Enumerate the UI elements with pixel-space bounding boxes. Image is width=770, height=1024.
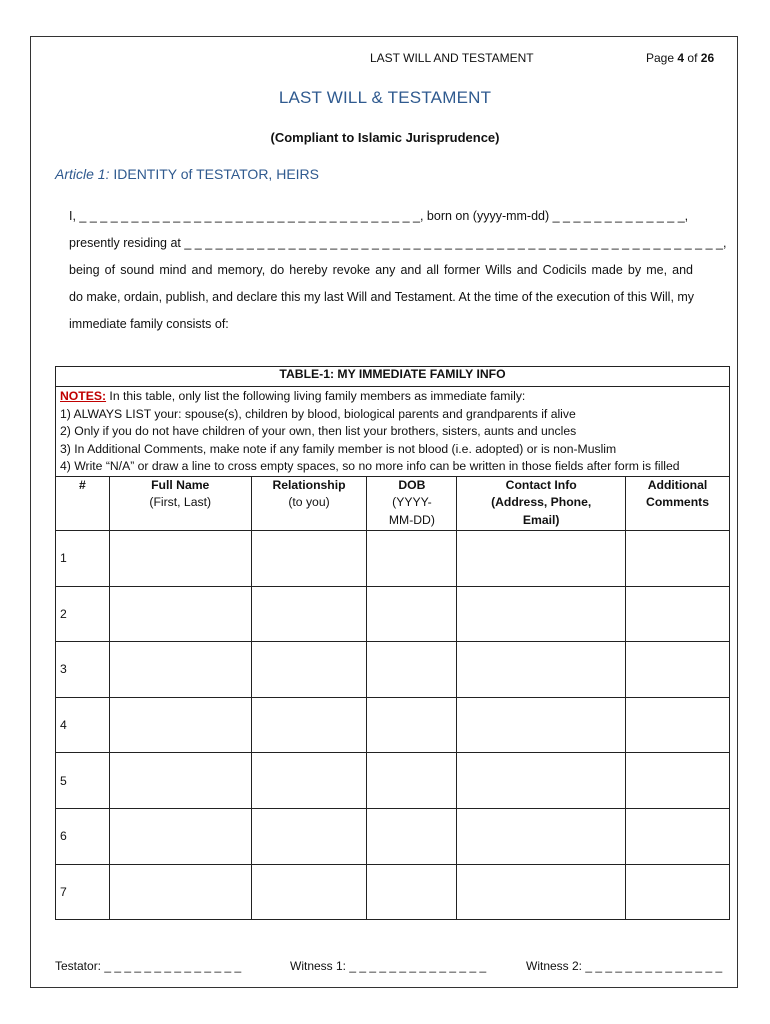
- contact-cell[interactable]: [457, 530, 626, 586]
- table-row: [56, 864, 730, 920]
- comments-cell[interactable]: [626, 530, 730, 586]
- table-row: [56, 530, 730, 586]
- relationship-cell[interactable]: [251, 586, 367, 642]
- dob-cell[interactable]: [367, 753, 457, 809]
- row-number: 1: [56, 530, 110, 586]
- table-row: [56, 586, 730, 642]
- contact-cell[interactable]: [457, 753, 626, 809]
- column-header-dob: DOB (YYYY- MM-DD): [367, 476, 457, 530]
- relationship-cell[interactable]: [251, 808, 367, 864]
- paragraph-line: do make, ordain, publish, and declare this my last Will and Testament. At the time of the execution of this Will, my: [69, 290, 695, 304]
- dob-cell[interactable]: [367, 808, 457, 864]
- comments-cell[interactable]: [626, 586, 730, 642]
- notes-intro: NOTES: In this table, only list the following living family members as immediate family:: [60, 389, 526, 403]
- column-header-full-name: Full Name (First, Last): [109, 476, 251, 530]
- comments-cell[interactable]: [626, 753, 730, 809]
- relationship-cell[interactable]: [251, 753, 367, 809]
- table-row: [56, 808, 730, 864]
- table-row: [56, 753, 730, 809]
- article-title: IDENTITY of TESTATOR, HEIRS: [113, 166, 319, 182]
- row-number: 4: [56, 697, 110, 753]
- row-number: 7: [56, 864, 110, 920]
- residence-line[interactable]: presently residing at _ _ _ _ _ _ _ _ _ _ _ _ _ _ _ _ _ _ _ _ _ _ _ _ _ _ _ _ _ _ _ _ _ _ _ _ _ _ _ _ _ _ _ _ _ _ _ _ _ _ _ _,: [69, 236, 727, 250]
- full-name-cell[interactable]: [109, 642, 251, 698]
- note-item: 2) Only if you do not have children of your own, then list your brothers, sisters, aunts and uncles: [60, 424, 577, 439]
- table-row: [56, 642, 730, 698]
- relationship-cell[interactable]: [251, 530, 367, 586]
- full-name-cell[interactable]: [109, 864, 251, 920]
- document-title: LAST WILL & TESTAMENT: [278, 88, 492, 107]
- page-total: 26: [700, 51, 715, 65]
- row-number: 2: [56, 586, 110, 642]
- witness-1-signature-line[interactable]: Witness 1: _ _ _ _ _ _ _ _ _ _ _ _ _ _: [290, 959, 487, 973]
- full-name-cell[interactable]: [109, 808, 251, 864]
- row-number: 5: [56, 753, 110, 809]
- table-row: [56, 697, 730, 753]
- table-notes: [56, 387, 730, 477]
- testator-name-line[interactable]: I, _ _ _ _ _ _ _ _ _ _ _ _ _ _ _ _ _ _ _ _ _ _ _ _ _ _ _ _ _ _ _ _ _, born on (yyyy-mm-dd) _ _ _ _ _ _ _ _ _ _ _ _ _,: [69, 209, 689, 223]
- testator-signature-line[interactable]: Testator: _ _ _ _ _ _ _ _ _ _ _ _ _ _: [55, 959, 242, 973]
- relationship-cell[interactable]: [251, 864, 367, 920]
- full-name-cell[interactable]: [109, 530, 251, 586]
- page-of: of: [687, 51, 698, 65]
- document-subtitle: (Compliant to Islamic Jurisprudence): [270, 130, 500, 145]
- contact-cell[interactable]: [457, 808, 626, 864]
- note-item: 4) Write “N/A” or draw a line to cross empty spaces, so no more info can be written in those fields after form is filled: [60, 459, 680, 474]
- dob-cell[interactable]: [367, 586, 457, 642]
- comments-cell[interactable]: [626, 697, 730, 753]
- table-title: TABLE-1: MY IMMEDIATE FAMILY INFO: [56, 367, 730, 387]
- paragraph-line: being of sound mind and memory, do hereby revoke any and all former Wills and Codicils made by me, and: [69, 263, 693, 277]
- row-number: 3: [56, 642, 110, 698]
- column-header-contact: Contact Info (Address, Phone, Email): [457, 476, 626, 530]
- note-item: 1) ALWAYS LIST your: spouse(s), children by blood, biological parents and grandparents if alive: [60, 406, 576, 421]
- full-name-cell[interactable]: [109, 586, 251, 642]
- page-number: [646, 51, 714, 65]
- comments-cell[interactable]: [626, 864, 730, 920]
- relationship-cell[interactable]: [251, 642, 367, 698]
- column-header-relationship: Relationship (to you): [251, 476, 367, 530]
- relationship-cell[interactable]: [251, 697, 367, 753]
- notes-label: NOTES:: [60, 389, 107, 403]
- article-heading: [55, 166, 319, 182]
- family-info-table: [55, 366, 730, 920]
- paragraph-line: immediate family consists of:: [69, 317, 229, 331]
- page-current: 4: [677, 51, 685, 65]
- row-number: 6: [56, 808, 110, 864]
- identity-paragraph: [69, 203, 727, 338]
- contact-cell[interactable]: [457, 642, 626, 698]
- contact-cell[interactable]: [457, 697, 626, 753]
- witness-2-signature-line[interactable]: Witness 2: _ _ _ _ _ _ _ _ _ _ _ _ _ _: [526, 959, 723, 973]
- header-doc-title: LAST WILL AND TESTAMENT: [370, 51, 534, 65]
- comments-cell[interactable]: [626, 808, 730, 864]
- note-item: 3) In Additional Comments, make note if any family member is not blood (i.e. adopted) or is non-Muslim: [60, 441, 617, 456]
- dob-cell[interactable]: [367, 697, 457, 753]
- comments-cell[interactable]: [626, 642, 730, 698]
- column-header-number: #: [56, 476, 110, 530]
- page-prefix: Page: [646, 51, 675, 65]
- dob-cell[interactable]: [367, 864, 457, 920]
- full-name-cell[interactable]: [109, 753, 251, 809]
- full-name-cell[interactable]: [109, 697, 251, 753]
- contact-cell[interactable]: [457, 864, 626, 920]
- dob-cell[interactable]: [367, 642, 457, 698]
- article-label: Article 1:: [55, 166, 110, 182]
- column-header-comments: Additional Comments: [626, 476, 730, 530]
- contact-cell[interactable]: [457, 586, 626, 642]
- dob-cell[interactable]: [367, 530, 457, 586]
